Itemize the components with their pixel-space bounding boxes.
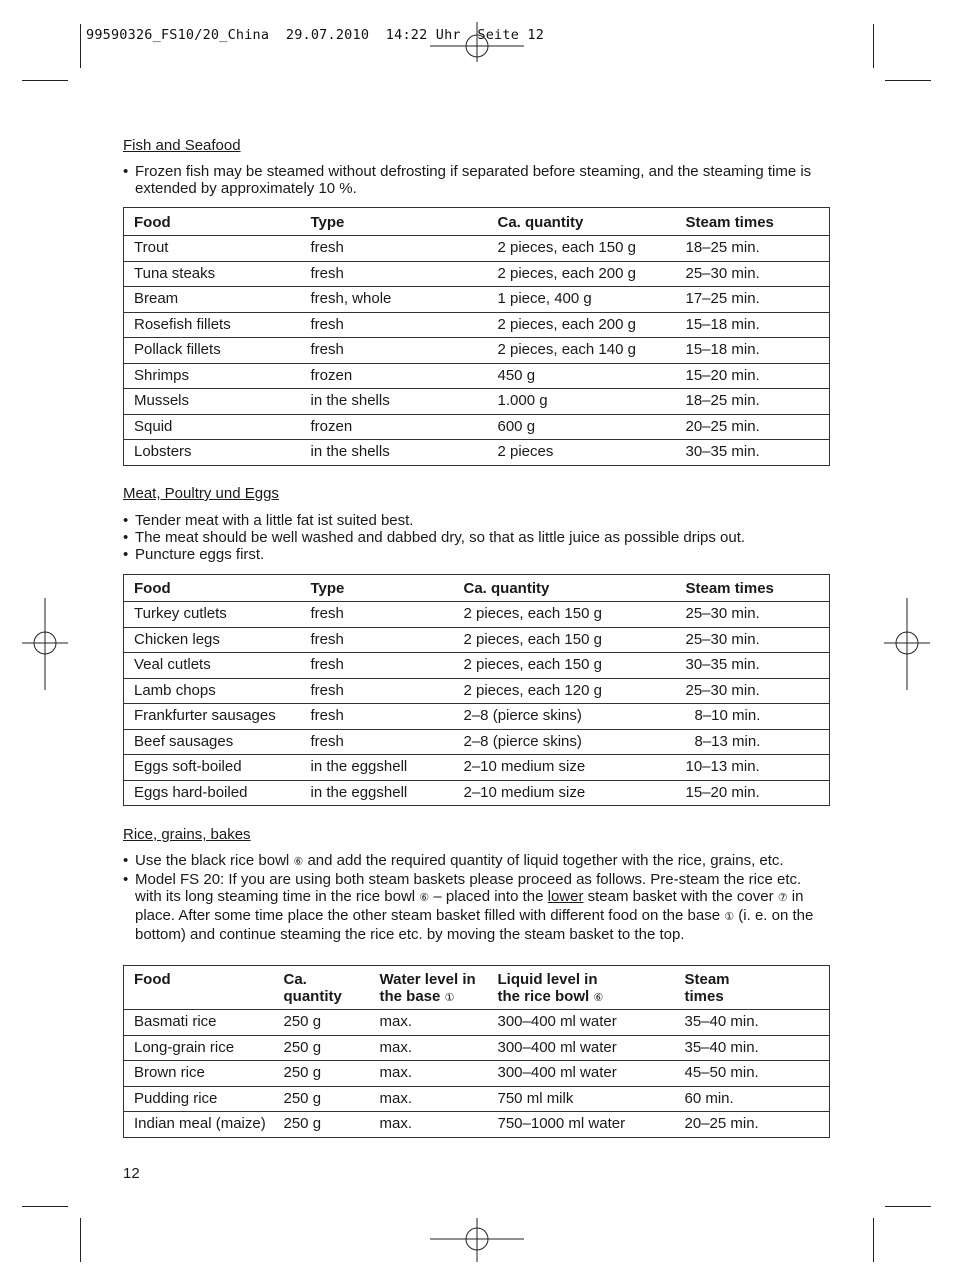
table-cell: 450 g	[488, 363, 676, 389]
column-header-text: the rice bowl	[497, 988, 590, 1005]
column-header	[370, 966, 488, 1010]
print-slug: 99590326_FS10/20_China 29.07.2010 14:22 Uhr Seite 12	[86, 27, 545, 43]
table-row	[124, 780, 830, 806]
table-row	[124, 602, 830, 628]
table-row	[124, 1035, 830, 1061]
table-cell: 35–40 min.	[675, 1035, 830, 1061]
table-cell: fresh, whole	[301, 287, 488, 313]
table-cell: 17–25 min.	[676, 287, 830, 313]
table-cell: 300–400 ml water	[488, 1035, 675, 1061]
fish-notes	[123, 163, 830, 197]
table-cell: Trout	[124, 236, 301, 262]
column-header	[675, 966, 830, 1010]
table-cell: Pudding rice	[124, 1086, 274, 1112]
table-cell: 2 pieces, each 200 g	[488, 261, 676, 287]
table-cell: Bream	[124, 287, 301, 313]
table-cell: Mussels	[124, 389, 301, 415]
table-cell: 300–400 ml water	[488, 1010, 675, 1036]
column-header-text: the base	[379, 988, 441, 1005]
table-cell: max.	[370, 1035, 488, 1061]
rice-notes	[123, 852, 830, 943]
table-cell: 2 pieces, each 120 g	[454, 678, 676, 704]
column-header: Type	[310, 214, 345, 231]
registration-mark-icon	[884, 598, 930, 690]
column-header-text: times	[684, 988, 724, 1005]
table-cell: fresh	[301, 653, 454, 679]
table-cell: Veal cutlets	[124, 653, 301, 679]
table-cell: Rosefish fillets	[124, 312, 301, 338]
table-cell: Shrimps	[124, 363, 301, 389]
list-item: • Tender meat with a little fat ist suited best.	[123, 512, 830, 529]
table-cell: 600 g	[488, 414, 676, 440]
table-cell: 2 pieces, each 150 g	[454, 653, 676, 679]
list-item-text: (i. e. on the bottom) and continue steaming the rice etc. by moving the steam basket to the top.	[135, 907, 814, 943]
list-item-text: steam basket with the cover	[587, 888, 774, 905]
table-cell: Tuna steaks	[124, 261, 301, 287]
registration-mark-icon	[22, 598, 68, 690]
table-row	[124, 312, 830, 338]
crop-mark	[885, 1206, 931, 1207]
table-row	[124, 627, 830, 653]
column-header-text: Ca.	[283, 971, 307, 988]
table-cell: 18–25 min.	[676, 389, 830, 415]
table-row	[124, 704, 830, 730]
table-row	[124, 1061, 830, 1087]
column-header: Steam times	[685, 214, 774, 231]
table-cell: Squid	[124, 414, 301, 440]
list-item	[123, 871, 830, 943]
table-cell: fresh	[301, 312, 488, 338]
crop-mark	[80, 24, 81, 68]
table-cell: 18–25 min.	[676, 236, 830, 262]
table-header-row	[124, 208, 830, 236]
section-title-rice: Rice, grains, bakes	[123, 826, 251, 843]
rice-table	[123, 965, 830, 1138]
table-cell: in the shells	[301, 389, 488, 415]
list-item	[123, 852, 830, 871]
part-number-symbol: ⑥	[593, 992, 604, 1004]
table-row	[124, 1010, 830, 1036]
table-cell: fresh	[301, 602, 454, 628]
table-cell: 250 g	[274, 1035, 370, 1061]
column-header-text: Food	[134, 971, 171, 988]
table-cell: fresh	[301, 729, 454, 755]
table-cell: 750 ml milk	[488, 1086, 675, 1112]
crop-mark	[873, 24, 874, 68]
table-cell: 30–35 min.	[676, 653, 830, 679]
registration-mark-icon	[430, 1218, 524, 1262]
part-number-symbol: ⑦	[777, 892, 788, 904]
table-row	[124, 653, 830, 679]
table-row	[124, 261, 830, 287]
table-cell: 30–35 min.	[676, 440, 830, 466]
table-cell: 2 pieces, each 140 g	[488, 338, 676, 364]
table-cell: Lamb chops	[124, 678, 301, 704]
table-row	[124, 1086, 830, 1112]
table-row	[124, 338, 830, 364]
emphasis-text: lower	[547, 888, 584, 905]
list-item-text: in place. After some time place the other steam basket filled with different food on the base	[135, 888, 804, 924]
table-cell: 1 piece, 400 g	[488, 287, 676, 313]
table-row	[124, 729, 830, 755]
table-cell: Beef sausages	[124, 729, 301, 755]
table-cell: Turkey cutlets	[124, 602, 301, 628]
table-cell: 250 g	[274, 1010, 370, 1036]
table-cell: 25–30 min.	[676, 261, 830, 287]
column-header-text: Liquid level in	[497, 971, 598, 988]
table-row	[124, 363, 830, 389]
table-cell: in the eggshell	[301, 755, 454, 781]
meat-notes	[123, 512, 830, 563]
table-cell: 300–400 ml water	[488, 1061, 675, 1087]
table-row	[124, 414, 830, 440]
table-cell: frozen	[301, 414, 488, 440]
section-title-fish: Fish and Seafood	[123, 137, 241, 154]
column-header: Ca. quantity	[497, 214, 584, 231]
table-row	[124, 389, 830, 415]
registration-mark-icon	[430, 22, 524, 62]
table-cell: 2 pieces, each 150 g	[454, 602, 676, 628]
table-cell: max.	[370, 1010, 488, 1036]
table-cell: 35–40 min.	[675, 1010, 830, 1036]
table-cell: 25–30 min.	[676, 627, 830, 653]
column-header: Steam times	[685, 580, 774, 597]
table-row	[124, 1112, 830, 1138]
column-header: Type	[310, 580, 345, 597]
table-cell: 2 pieces	[488, 440, 676, 466]
part-number-symbol: ⑥	[419, 892, 430, 904]
table-cell: 25–30 min.	[676, 602, 830, 628]
table-cell: 15–18 min.	[676, 338, 830, 364]
table-cell: max.	[370, 1086, 488, 1112]
table-cell: 25–30 min.	[676, 678, 830, 704]
table-cell: fresh	[301, 704, 454, 730]
table-cell: 10–13 min.	[676, 755, 830, 781]
table-cell: Frankfurter sausages	[124, 704, 301, 730]
table-cell: fresh	[301, 627, 454, 653]
table-cell: max.	[370, 1061, 488, 1087]
table-cell: 2 pieces, each 150 g	[488, 236, 676, 262]
table-cell: 20–25 min.	[675, 1112, 830, 1138]
crop-mark	[885, 80, 931, 81]
list-item-text: Model FS 20: If you are using both steam baskets please proceed as follows. Pre-steam the rice etc. with its long steaming time in the rice bowl	[135, 871, 802, 905]
fish-table	[123, 207, 830, 466]
table-cell: 15–20 min.	[676, 363, 830, 389]
table-cell: fresh	[301, 338, 488, 364]
table-cell: 60 min.	[675, 1086, 830, 1112]
list-item: • The meat should be well washed and dabbed dry, so that as little juice as possible drips out.	[123, 529, 830, 546]
meat-table	[123, 574, 830, 806]
table-cell: 45–50 min.	[675, 1061, 830, 1087]
table-cell: Chicken legs	[124, 627, 301, 653]
table-cell: 2–8 (pierce skins)	[454, 704, 676, 730]
table-cell: 2 pieces, each 200 g	[488, 312, 676, 338]
table-row	[124, 236, 830, 262]
table-cell: Long-grain rice	[124, 1035, 274, 1061]
column-header-text: Water level in	[379, 971, 476, 988]
crop-mark	[873, 1218, 874, 1262]
table-cell: 20–25 min.	[676, 414, 830, 440]
page-number: 12	[123, 1165, 140, 1182]
table-row	[124, 755, 830, 781]
section-title-meat: Meat, Poultry und Eggs	[123, 485, 279, 502]
table-cell: Pollack fillets	[124, 338, 301, 364]
table-cell: 2–10 medium size	[454, 780, 676, 806]
crop-mark	[22, 80, 68, 81]
table-cell: Brown rice	[124, 1061, 274, 1087]
table-header-row	[124, 966, 830, 1010]
table-row	[124, 287, 830, 313]
table-cell: 250 g	[274, 1086, 370, 1112]
table-cell: Indian meal (maize)	[124, 1112, 274, 1138]
column-header: Ca. quantity	[463, 580, 550, 597]
table-cell: 250 g	[274, 1112, 370, 1138]
table-cell: 15–20 min.	[676, 780, 830, 806]
table-cell: Eggs hard-boiled	[124, 780, 301, 806]
table-cell: 2–8 (pierce skins)	[454, 729, 676, 755]
part-number-symbol: ①	[444, 992, 455, 1004]
table-cell: in the shells	[301, 440, 488, 466]
part-number-symbol: ①	[724, 911, 735, 923]
table-cell: 1.000 g	[488, 389, 676, 415]
list-item: • Frozen fish may be steamed without defrosting if separated before steaming, and the steaming time is extended by approximately 10 %.	[123, 163, 830, 197]
list-item: • Puncture eggs first.	[123, 546, 830, 563]
table-cell: Eggs soft-boiled	[124, 755, 301, 781]
table-row	[124, 678, 830, 704]
list-item-text: – placed into the	[433, 888, 544, 905]
table-cell: 750–1000 ml water	[488, 1112, 675, 1138]
column-header	[488, 966, 675, 1010]
table-cell: 2 pieces, each 150 g	[454, 627, 676, 653]
crop-mark	[22, 1206, 68, 1207]
list-item-text: Use the black rice bowl	[135, 852, 290, 869]
table-cell: 8–13 min.	[676, 729, 830, 755]
crop-mark	[80, 1218, 81, 1262]
part-number-symbol: ⑥	[293, 856, 304, 868]
column-header	[124, 966, 274, 1010]
table-cell: fresh	[301, 261, 488, 287]
table-cell: 15–18 min.	[676, 312, 830, 338]
column-header: Food	[134, 214, 171, 231]
table-cell: 2–10 medium size	[454, 755, 676, 781]
column-header: Food	[134, 580, 171, 597]
table-cell: fresh	[301, 678, 454, 704]
table-cell: Lobsters	[124, 440, 301, 466]
column-header-text: quantity	[283, 988, 342, 1005]
table-cell: fresh	[301, 236, 488, 262]
table-cell: max.	[370, 1112, 488, 1138]
table-cell: Basmati rice	[124, 1010, 274, 1036]
column-header-text: Steam	[684, 971, 730, 988]
column-header	[274, 966, 370, 1010]
table-cell: frozen	[301, 363, 488, 389]
table-cell: 8–10 min.	[676, 704, 830, 730]
list-item-text: and add the required quantity of liquid together with the rice, grains, etc.	[307, 852, 784, 869]
table-cell: in the eggshell	[301, 780, 454, 806]
table-header-row	[124, 575, 830, 602]
table-cell: 250 g	[274, 1061, 370, 1087]
table-row	[124, 440, 830, 466]
